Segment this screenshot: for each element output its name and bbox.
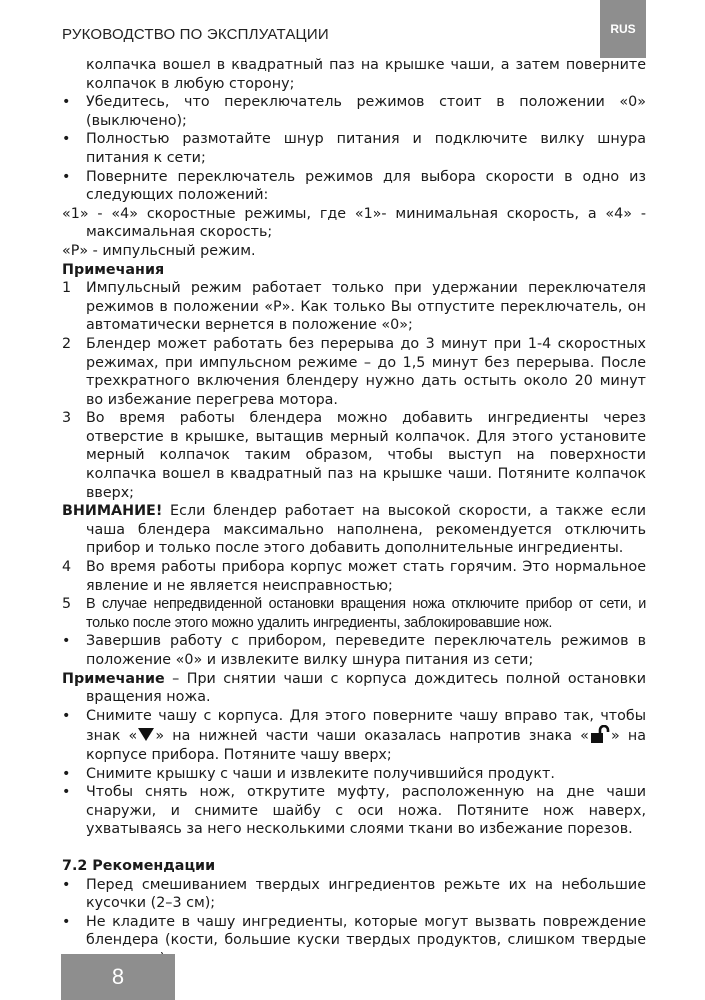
section-heading: 7.2 Рекомендации (62, 857, 216, 874)
speed-modes: «1» - «4» скоростные режимы, где «1»- минимальная скорость, а «4» - максимальная скорость; (62, 205, 646, 241)
list-item (62, 130, 646, 167)
list-item (62, 783, 646, 839)
bullet-speed-select: Поверните переключатель режимов для выбора скорости в одно из следующих положений: (86, 168, 646, 204)
remove-bowl-text-c: » на корпусе прибора. Потяните чашу вверх; (86, 728, 647, 763)
note-runtime: Блендер может работать без перерыва до 3 минут при 1-4 скоростных режимах, при импульсном режиме – до 1,5 минут без перерыва. После трехкратного включения блендеру нужно дать остыть около 20 минут во избежание перегрева мотора. (86, 335, 646, 408)
remark-text: – При снятии чаши с корпуса дождитесь полной остановки вращения ножа. (86, 670, 646, 706)
bullet-marker: • (62, 913, 71, 930)
list-item (62, 93, 646, 130)
bullet-marker: • (62, 131, 71, 148)
bullet-marker: • (62, 94, 71, 111)
number-marker: 4 (62, 559, 72, 576)
list-item (62, 558, 646, 595)
bullet-remove-knife: Чтобы снять нож, открутите муфту, расположенную на дне чаши снаружи, и снимите шайбу с оси ножа. Потяните нож наверх, ухватываясь за него несколькими слоями ткани во избежание порезов. (86, 784, 646, 838)
list-item (62, 279, 646, 335)
list-item (62, 632, 646, 669)
list-item (62, 595, 646, 632)
warning-label: ВНИМАНИЕ! (62, 503, 163, 520)
bullet-power-cord: Полностью размотайте шнур питания и подключите вилку шнура питания к сети; (86, 131, 646, 166)
bullet-marker: • (62, 876, 71, 893)
number-marker: 2 (62, 335, 72, 352)
note-knife-stop: В случае непредвиденной остановки вращения ножа отключите прибор от сети, и только после этого можно удалить ингредиенты, заблокировавшие нож. (86, 596, 646, 631)
bullet-remove-bowl (86, 707, 646, 765)
list-item (62, 409, 646, 502)
intro-continuation: колпачка вошел в квадратный паз на крышке чаши, а затем поверните колпачок в любую сторону; (86, 57, 646, 92)
list-item (62, 335, 646, 409)
remove-bowl-text-b: » на нижней части чаши оказалась напротив знака « (155, 728, 589, 745)
down-triangle-icon (138, 728, 154, 741)
list-item (62, 876, 646, 913)
rec-cut-pieces: Перед смешиванием твердых ингредиентов режьте их на небольшие кусочки (2–3 см); (86, 876, 646, 912)
remark-label: Примечание (62, 670, 165, 687)
warning-paragraph (62, 502, 646, 558)
remove-bowl-text-a: Снимите чашу с корпуса. Для этого поверните чашу вправо так, чтобы знак « (86, 707, 646, 745)
number-marker: 1 (62, 280, 72, 297)
number-marker: 5 (62, 596, 72, 613)
bullet-marker: • (62, 765, 71, 782)
note-pulse: Импульсный режим работает только при удержании переключателя режимов в положении «P». Как только Вы отпустите переключатель, он автоматически вернется в положение «0»; (86, 280, 646, 334)
pulse-mode: «P» - импульсный режим. (62, 242, 256, 259)
bullet-mode-off: Убедитесь, что переключатель режимов стоит в положении «0» (выключено); (86, 94, 646, 129)
note-hot-body: Во время работы прибора корпус может стать горячим. Это нормальное явление и не является неисправностью; (86, 559, 646, 594)
unlocked-padlock-icon (590, 725, 610, 743)
number-marker: 3 (62, 410, 72, 427)
remark-paragraph (62, 670, 646, 707)
note-add-ingredients: Во время работы блендера можно добавить ингредиенты через отверстие в крышке, вытащив мерный колпачок. Для этого установите мерный колпачок таким образом, чтобы выступ на поверхности колпачка вошел в квадратный паз на крышке чаши. Потяните колпачок вверх; (86, 410, 646, 501)
rec-avoid-damage: Не кладите в чашу ингредиенты, которые могут вызвать повреждение блендера (кости, большие куски твердых продуктов, слишком твердые (86, 913, 646, 949)
bullet-marker: • (62, 168, 71, 185)
bullet-marker: • (62, 784, 71, 801)
list-item (62, 168, 646, 205)
language-tab: RUS (600, 0, 646, 58)
notes-heading: Примечания (62, 261, 165, 278)
document-body (62, 56, 646, 969)
warning-text: Если блендер работает на высокой скорости, а также если чаша блендера максимально наполнена, рекомендуется отключить прибор и только после этого добавить дополнительные ингредиенты. (86, 503, 646, 557)
page-number: 8 (61, 954, 175, 1000)
bullet-remove-lid: Снимите крышку с чаши и извлеките получившийся продукт. (86, 765, 555, 782)
bullet-marker: • (62, 633, 71, 650)
section-spacer (62, 839, 646, 857)
bullet-marker: • (62, 707, 71, 724)
running-header-title: РУКОВОДСТВО ПО ЭКСПЛУАТАЦИИ (62, 26, 329, 43)
list-item (62, 765, 646, 784)
list-item (62, 707, 646, 765)
bullet-finish: Завершив работу с прибором, переведите переключатель режимов в положение «0» и извлеките вилку шнура питания из сети; (86, 633, 646, 668)
